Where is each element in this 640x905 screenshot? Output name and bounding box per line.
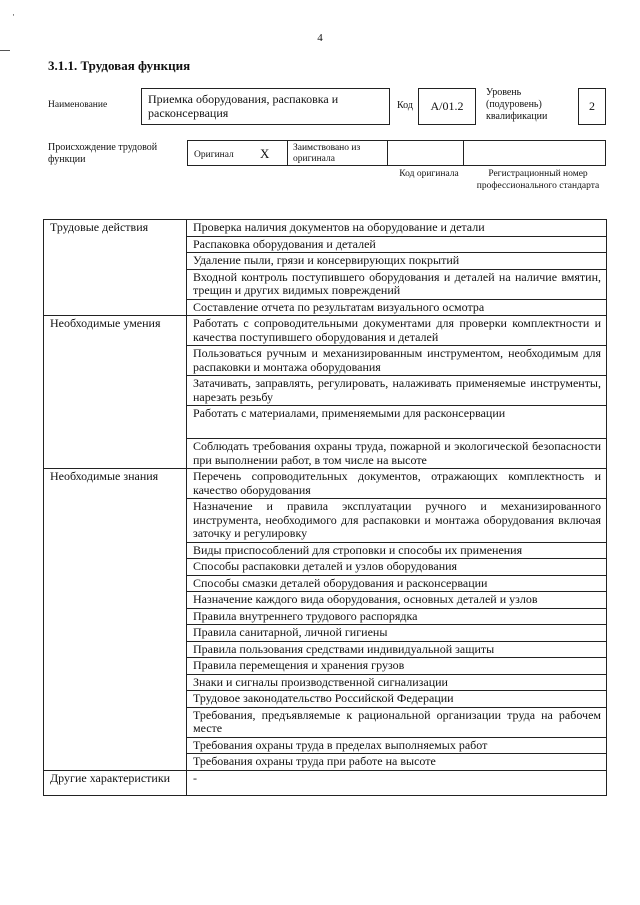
list-item: Составление отчета по результатам визуального осмотра bbox=[187, 299, 607, 316]
category-cell: Трудовые действия bbox=[44, 220, 187, 316]
list-item: Правила внутреннего трудового распорядка bbox=[187, 608, 607, 625]
category-cell: Необходимые умения bbox=[44, 316, 187, 469]
list-item: Пользоваться ручным и механизированным инструментом, необходимым для распаковки и монтажа оборудования bbox=[187, 346, 607, 376]
list-item: Знаки и сигналы производственной сигнализации bbox=[187, 674, 607, 691]
level-label: Уровень (подуровень) квалификации bbox=[486, 87, 548, 122]
origin-table bbox=[187, 140, 606, 166]
list-item: Требования охраны труда при работе на высоте bbox=[187, 754, 607, 771]
name-label: Наименование bbox=[48, 100, 108, 110]
table-row bbox=[44, 770, 607, 795]
table-row bbox=[44, 220, 607, 237]
list-item: Виды приспособлений для строповки и способы их применения bbox=[187, 542, 607, 559]
list-item: Работать с сопроводительными документами для проверки комплектности и качества поступившего оборудования и деталей bbox=[187, 316, 607, 346]
table-row bbox=[44, 469, 607, 499]
section-title: 3.1.1. Трудовая функция bbox=[48, 58, 191, 73]
list-item: Правила санитарной, личной гигиены bbox=[187, 625, 607, 642]
list-item: Назначение каждого вида оборудования, основных деталей и узлов bbox=[187, 592, 607, 609]
page-number: 4 bbox=[317, 32, 323, 44]
list-item: - bbox=[187, 770, 607, 795]
list-item: Проверка наличия документов на оборудование и детали bbox=[187, 220, 607, 237]
registration-caption: Регистрационный номер профессионального стандарта bbox=[476, 169, 600, 191]
list-item: Работать с материалами, применяемыми для расконсервации bbox=[187, 406, 607, 439]
corner-mark: · bbox=[12, 10, 15, 20]
category-cell: Необходимые знания bbox=[44, 469, 187, 771]
original-cell bbox=[187, 140, 288, 166]
list-item: Трудовое законодательство Российской Федерации bbox=[187, 691, 607, 708]
list-item: Удаление пыли, грязи и консервирующих покрытий bbox=[187, 253, 607, 270]
code-label: Код bbox=[397, 100, 413, 111]
original-label: Оригинал bbox=[194, 150, 234, 160]
list-item: Соблюдать требования охраны труда, пожарной и экологической безопасности при выполнении работ, в том числе на высоте bbox=[187, 439, 607, 469]
list-item: Способы распаковки деталей и узлов оборудования bbox=[187, 559, 607, 576]
original-mark: X bbox=[260, 146, 270, 161]
level-value: 2 bbox=[578, 88, 606, 125]
list-item: Перечень сопроводительных документов, отражающих комплектность и качество оборудования bbox=[187, 469, 607, 499]
function-name-value: Приемка оборудования, распаковка и расконсервация bbox=[141, 88, 390, 125]
function-code-value: А/01.2 bbox=[418, 88, 476, 125]
registration-number-cell bbox=[463, 140, 606, 166]
list-item: Распаковка оборудования и деталей bbox=[187, 236, 607, 253]
function-table bbox=[43, 219, 607, 796]
borrowed-cell bbox=[287, 140, 388, 166]
origin-label: Происхождение трудовой функции bbox=[48, 142, 158, 165]
list-item: Затачивать, заправлять, регулировать, налаживать применяемые инструменты, нарезать резьбу bbox=[187, 376, 607, 406]
list-item: Входной контроль поступившего оборудования и деталей на наличие вмятин, трещин и других видимых повреждений bbox=[187, 269, 607, 299]
borrowed-label: Заимствовано из оригинала bbox=[293, 143, 361, 164]
list-item: Требования, предъявляемые к рациональной организации труда на рабочем месте bbox=[187, 707, 607, 737]
list-item: Способы смазки деталей оборудования и расконсервации bbox=[187, 575, 607, 592]
code-caption: Код оригинала bbox=[399, 169, 459, 179]
original-code-cell bbox=[387, 140, 464, 166]
list-item: Требования охраны труда в пределах выполняемых работ bbox=[187, 737, 607, 754]
list-item: Правила перемещения и хранения грузов bbox=[187, 658, 607, 675]
category-cell: Другие характеристики bbox=[44, 770, 187, 795]
list-item: Правила пользования средствами индивидуальной защиты bbox=[187, 641, 607, 658]
list-item: Назначение и правила эксплуатации ручного и механизированного инструмента, необходимого для распаковки и монтажа оборудования включая заточку и регулировку bbox=[187, 499, 607, 543]
table-row bbox=[44, 316, 607, 346]
margin-tick bbox=[0, 50, 10, 51]
